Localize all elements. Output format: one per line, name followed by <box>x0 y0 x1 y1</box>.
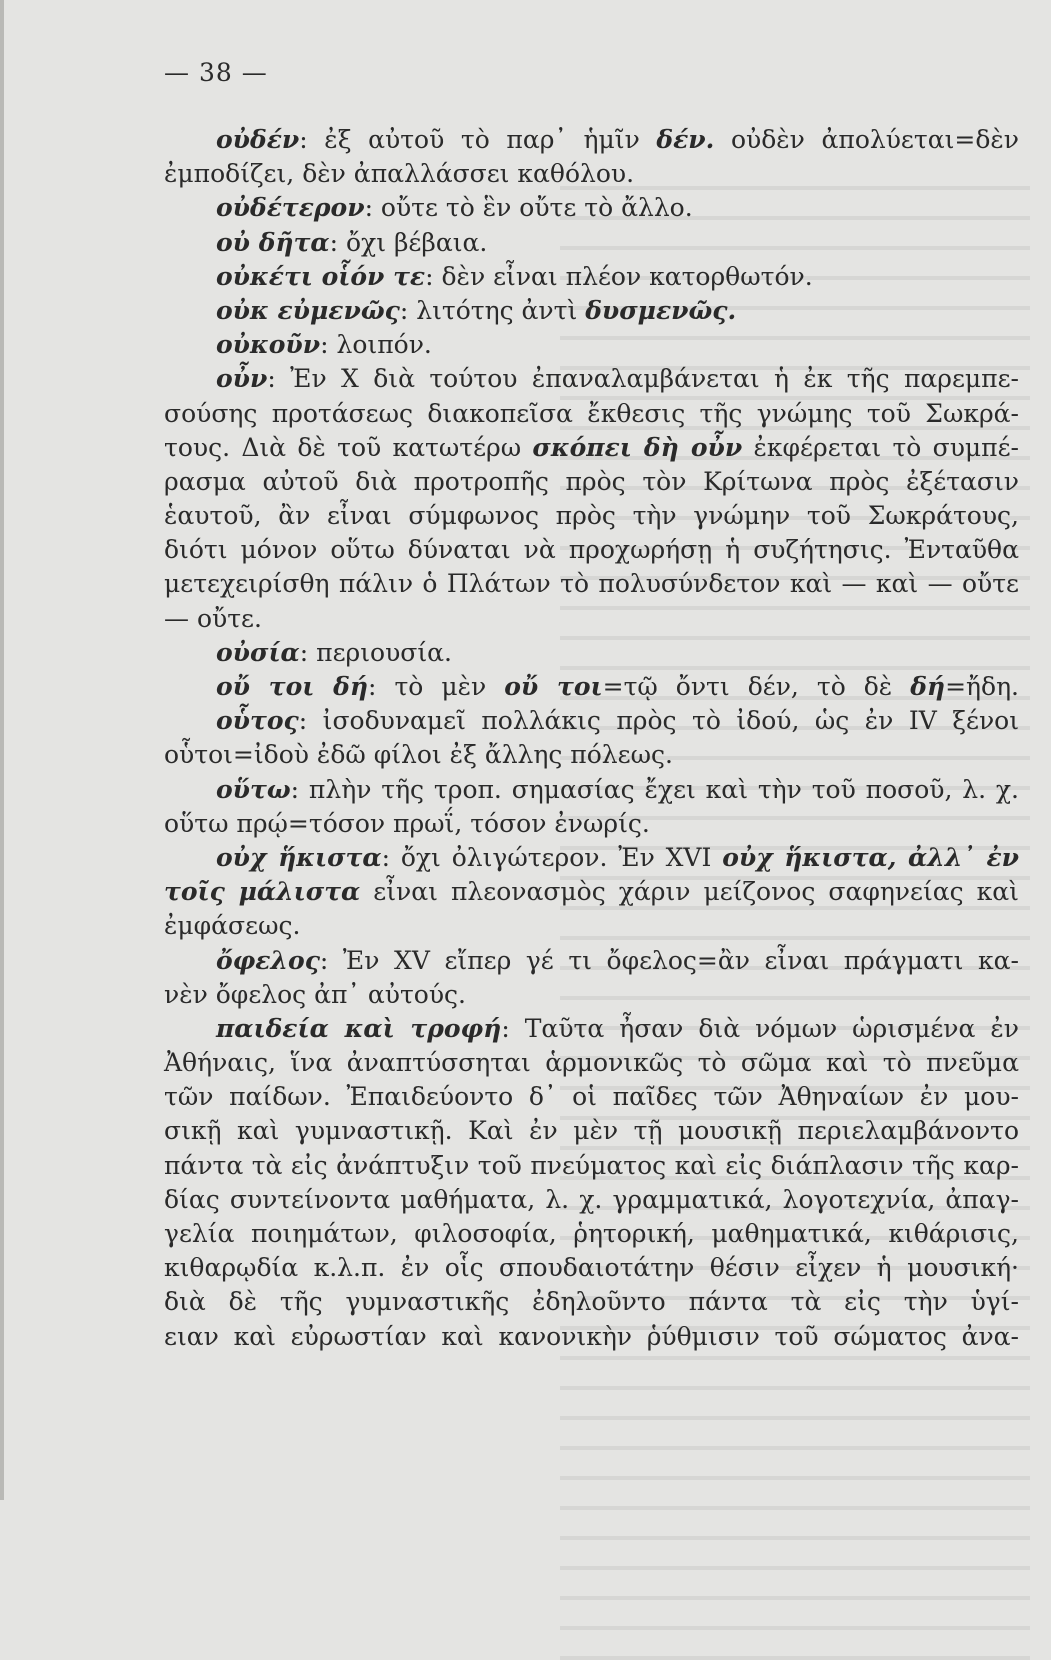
text-run: σικῇ καὶ γυμναστικῇ. Καὶ ἐν μὲν τῇ μουσικῇ περιελαμβάνοντο <box>164 1116 1019 1146</box>
text-run: ἐμφάσεως. <box>164 911 301 941</box>
headword: οὗτος <box>216 706 299 736</box>
text-run: ἑαυτοῦ, ἂν εἶναι σύμφωνος πρὸς τὴν γνώμην τοῦ Σωκράτους, <box>164 501 1019 531</box>
text-run: Ἀθήναις, ἵνα ἀναπτύσσηται ἁρμονικῶς τὸ σῶμα καὶ τὸ πνεῦμα <box>164 1048 1019 1078</box>
text-line <box>164 294 1019 328</box>
text-run: ἐκφέρεται τὸ συμπέ- <box>742 432 1019 462</box>
text-run: οὐδὲν ἀπολύεται=δὲν <box>714 125 1019 154</box>
text-run: ρασμα αὐτοῦ διὰ προτροπῆς πρὸς τὸν Κρίτωνα πρὸς ἐξέτασιν <box>164 466 1019 496</box>
page-edge-shadow <box>0 0 4 1500</box>
headword: οὔ τοι δή <box>216 672 369 701</box>
text-line <box>164 978 1019 1012</box>
text-run: : ὄχι ὀλιγώτερον. Ἐν XVI <box>381 842 723 872</box>
text-line <box>164 909 1019 943</box>
text-line <box>164 431 1019 465</box>
text-line <box>164 123 1019 157</box>
headword: οὐ δῆτα <box>216 227 330 257</box>
text-line <box>164 465 1019 499</box>
headword: οὐδέν <box>216 125 300 154</box>
text-run: διὰ δὲ τῆς γυμναστικῆς ἐδηλοῦντο πάντα τὰ εἰς τὴν ὑγί- <box>164 1287 1019 1317</box>
headword: οὖν <box>216 364 268 394</box>
text-line <box>164 807 1019 841</box>
text-line <box>164 704 1019 738</box>
headword: οὔ τοι <box>504 672 603 701</box>
text-run: : Ἐν XV εἴπερ γέ τι ὄφελος=ἂν εἶναι πράγματι κα- <box>319 945 1019 975</box>
page-number: — 38 — <box>164 58 268 87</box>
text-line <box>164 191 1019 225</box>
text-line <box>164 670 1019 704</box>
text-run: =τῷ ὄντι δέν, τὸ δὲ <box>602 672 911 701</box>
text-run: : λιτότης ἀντὶ <box>399 295 586 325</box>
text-run: πάντα τὰ εἰς ἀνάπτυξιν τοῦ πνεύματος καὶ εἰς διάπλασιν τῆς καρ- <box>164 1150 1019 1180</box>
text-run: : ὄχι βέβαια. <box>329 227 488 257</box>
text-line <box>164 1046 1019 1080</box>
text-line <box>164 226 1019 260</box>
text-run: οὗτοι=ἰδοὺ ἐδῶ φίλοι ἐξ ἄλλης πόλεως. <box>164 740 673 770</box>
text-line <box>164 1251 1019 1285</box>
text-line <box>164 260 1019 294</box>
text-run: : περιουσία. <box>299 637 452 667</box>
text-line <box>164 499 1019 533</box>
text-line <box>164 362 1019 396</box>
text-run: κιθαρῳδία κ.λ.π. ἐν οἷς σπουδαιοτάτην θέσιν εἶχεν ἡ μουσική· <box>164 1253 1019 1283</box>
glossary-text <box>164 123 1019 1354</box>
headword: ὄφελος <box>216 945 320 975</box>
text-line <box>164 1012 1019 1046</box>
text-line <box>164 1320 1019 1354</box>
text-run: σούσης προτάσεως διακοπεῖσα ἔκθεσις τῆς γνώμης τοῦ Σωκρά- <box>164 398 1019 428</box>
text-line <box>164 533 1019 567</box>
text-line <box>164 328 1019 362</box>
text-line <box>164 602 1019 636</box>
text-run: : ἐξ αὐτοῦ τὸ παρ᾿ ἡμῖν <box>299 125 657 154</box>
text-run: ἐμποδίζει, δὲν ἀπαλλάσσει καθόλου. <box>164 159 635 189</box>
text-line <box>164 157 1019 191</box>
text-line <box>164 875 1019 909</box>
headword: οὐσία <box>216 637 300 667</box>
text-run: εἶναι πλεονασμὸς χάριν μείζονος σαφηνείας καὶ <box>360 877 1019 907</box>
text-run: : λοιπόν. <box>320 330 432 360</box>
text-run: : δὲν εἶναι πλέον κατορθωτόν. <box>425 261 813 291</box>
text-run: =ἤδη. <box>945 672 1019 701</box>
headword: τοῖς μάλιστα <box>164 877 361 907</box>
text-run: μετεχειρίσθη πάλιν ὁ Πλάτων τὸ πολυσύνδετον καὶ — καὶ — οὔτε <box>164 569 1019 599</box>
text-line <box>164 773 1019 807</box>
headword: οὐχ ἥκιστα <box>216 842 382 872</box>
headword: οὐχ ἥκιστα, ἀλλ᾿ ἐν <box>722 842 1020 872</box>
headword: δυσμενῶς. <box>585 295 737 325</box>
text-run: οὕτω πρῴ=τόσον πρωΐ, τόσον ἐνωρίς. <box>164 808 650 838</box>
text-line <box>164 841 1019 875</box>
text-run: — οὔτε. <box>164 603 262 633</box>
text-run: ειαν καὶ εὐρωστίαν καὶ κανονικὴν ῥύθμισιν τοῦ σώματος ἀνα- <box>164 1321 1019 1351</box>
text-run: δίας συντείνοντα μαθήματα, λ. χ. γραμματικά, λογοτεχνία, ἀπαγ- <box>164 1184 1019 1214</box>
text-line <box>164 397 1019 431</box>
headword: παιδεία καὶ τροφή <box>216 1013 502 1043</box>
headword: οὐδέτερον <box>216 193 365 223</box>
text-run: : Ταῦτα ἦσαν διὰ νόμων ὡρισμένα ἐν <box>501 1013 1019 1043</box>
text-line <box>164 1114 1019 1148</box>
text-run: : οὔτε τὸ ἓν οὔτε τὸ ἄλλο. <box>364 193 693 223</box>
text-line <box>164 567 1019 601</box>
text-line <box>164 944 1019 978</box>
headword: δέν. <box>656 125 715 154</box>
headword: οὐκοῦν <box>216 330 321 360</box>
text-run: : Ἐν X διὰ τούτου ἐπαναλαμβάνεται ἡ ἐκ τῆς παρεμπε- <box>267 364 1019 394</box>
text-run: νὲν ὄφελος ἀπ᾿ αὐτούς. <box>164 979 466 1009</box>
text-line <box>164 636 1019 670</box>
text-run: γελία ποιημάτων, φιλοσοφία, ῥητορική, μαθηματικά, κιθάρισις, <box>164 1219 1019 1248</box>
headword: σκόπει δὴ οὖν <box>532 432 743 462</box>
text-line <box>164 1285 1019 1319</box>
text-run: : πλὴν τῆς τροπ. σημασίας ἔχει καὶ τὴν τοῦ ποσοῦ, λ. χ. <box>290 774 1019 804</box>
headword: δή <box>910 672 946 701</box>
text-line <box>164 1080 1019 1114</box>
headword: οὐκέτι οἷόν τε <box>216 261 426 291</box>
headword: οὕτω <box>216 774 291 804</box>
text-run: : ἰσοδυναμεῖ πολλάκις πρὸς τὸ ἰδού, ὡς ἐν IV ξένοι <box>298 706 1019 736</box>
headword: οὐκ εὐμενῶς <box>216 295 400 325</box>
text-run: διότι μόνον οὕτω δύναται νὰ προχωρήσῃ ἡ συζήτησις. Ἐνταῦθα <box>164 535 1019 565</box>
text-line <box>164 738 1019 772</box>
text-line <box>164 1149 1019 1183</box>
text-run: : τὸ μὲν <box>368 672 505 701</box>
text-run: τους. Διὰ δὲ τοῦ κατωτέρω <box>164 432 533 462</box>
text-run: τῶν παίδων. Ἐπαιδεύοντο δ᾿ οἱ παῖδες τῶν Ἀθηναίων ἐν μου- <box>164 1082 1019 1112</box>
text-line <box>164 1183 1019 1217</box>
text-line <box>164 1217 1019 1251</box>
